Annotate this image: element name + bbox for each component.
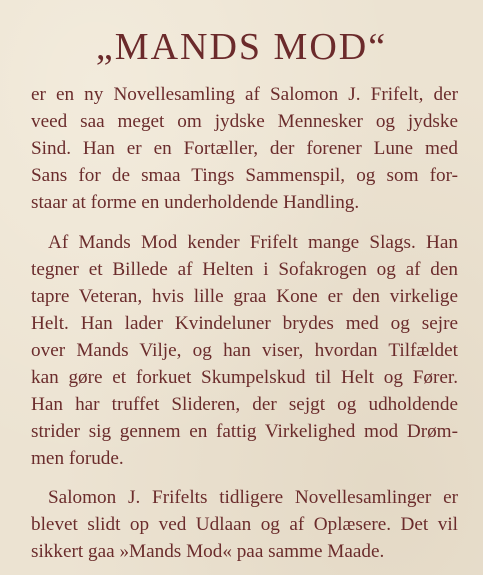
text-line: strider sig gennem en fattig Virkelighed mod Drøm- <box>31 421 458 442</box>
text-line: Af Mands Mod kender Frifelt mange Slags. Han <box>48 232 458 253</box>
text-line: kan gøre et forkuet Skumpelskud til Helt og Fører. <box>31 367 458 388</box>
text-line: tegner et Billede af Helten i Sofakrogen og af den <box>31 259 458 280</box>
text-line: Salomon J. Frifelts tidligere Novellesamlinger er <box>48 487 458 508</box>
text-line: Sans for de smaa Tings Sammenspil, og som for- <box>31 165 458 186</box>
text-line: blevet slidt op ved Udlaan og af Oplæsere. Det vil <box>31 514 458 535</box>
text-line: Sind. Han er en Fortæller, der forener Lune med <box>31 138 458 159</box>
text-line: over Mands Vilje, og han viser, hvordan Tilfældet <box>31 340 458 361</box>
page-title: „MANDS MOD“ <box>95 26 388 68</box>
text-line: sikkert gaa »Mands Mod« paa samme Maade. <box>31 541 385 562</box>
text-line: veed saa meget om jydske Mennesker og jydske <box>31 111 458 132</box>
text-line: Han har truffet Slideren, der sejgt og udholdende <box>31 394 458 415</box>
text-line: men forude. <box>31 448 124 469</box>
text-line: er en ny Novellesamling af Salomon J. Frifelt, der <box>31 84 458 105</box>
text-line: tapre Veteran, hvis lille graa Kone er den virkelige <box>31 286 458 307</box>
text-line: staar at forme en underholdende Handling. <box>31 192 360 213</box>
text-line: Helt. Han lader Kvindeluner brydes med og sejre <box>31 313 458 334</box>
